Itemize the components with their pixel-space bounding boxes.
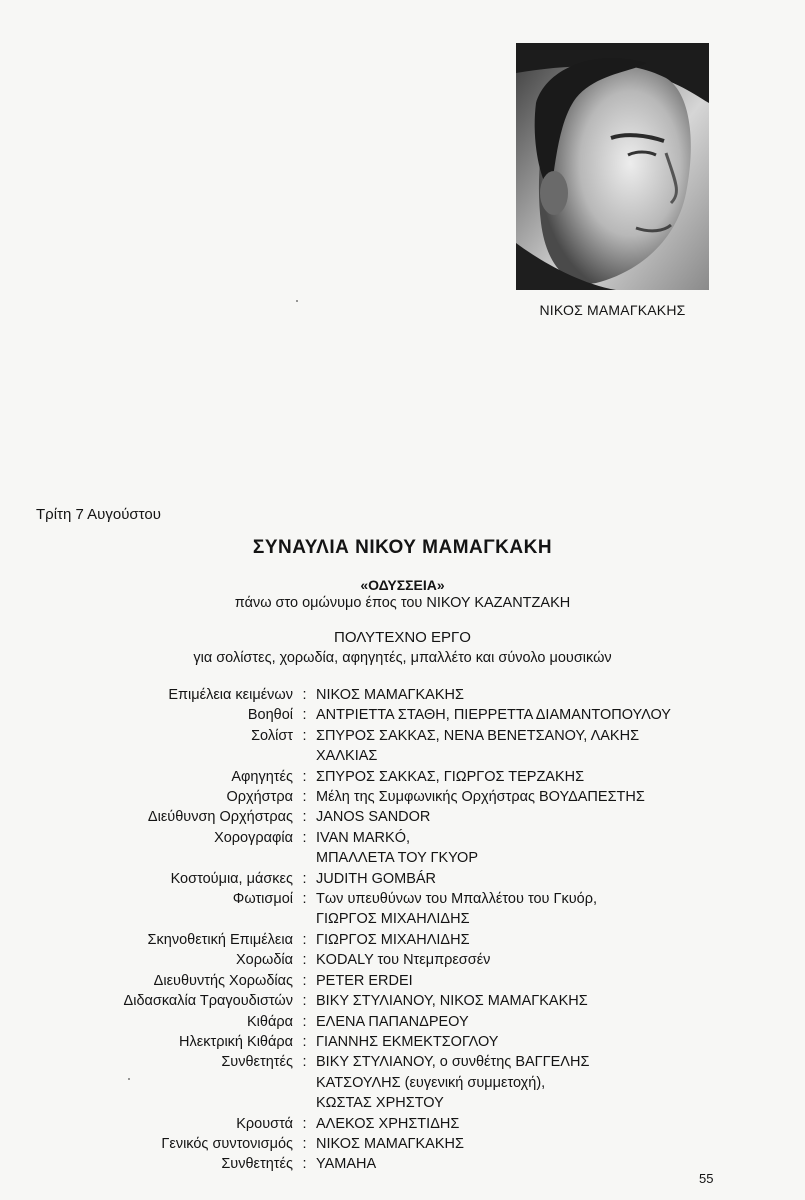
credit-colon: : (302, 1156, 307, 1173)
credit-name-line: ΚΑΤΣΟΥΛΗΣ (ευγενική συμμετοχή), (316, 1074, 546, 1091)
credit-colon: : (302, 1115, 307, 1132)
credit-colon: : (302, 707, 307, 724)
credit-row (40, 807, 760, 827)
credit-name-line: Μέλη της Συμφωνικής Ορχήστρας ΒΟΥΔΑΠΕΣΤΗΣ (316, 789, 645, 806)
credit-role: Διευθυντής Χορωδίας (153, 972, 293, 989)
credit-role: Συνθετητές (221, 1156, 293, 1173)
credit-role: Αφηγητές (231, 768, 293, 785)
credit-row (40, 828, 760, 869)
credit-name-line: KODALY του Ντεμπρεσσέν (316, 952, 491, 969)
credit-names (316, 787, 760, 807)
credit-colon: : (302, 931, 307, 948)
work-genre: ΠΟΛΥΤΕΧΝΟ ΕΡΓΟ (334, 629, 471, 646)
credit-name-line: ΜΠΑΛΛΕΤΑ ΤΟΥ ΓΚΥΟΡ (316, 850, 478, 867)
credit-name-line: IVAN MARKÓ, (316, 829, 410, 846)
credit-colon: : (302, 952, 307, 969)
credit-role: Κιθάρα (247, 1013, 293, 1030)
credit-names (316, 1012, 760, 1032)
credit-names (316, 971, 760, 991)
credit-colon: : (302, 993, 307, 1010)
credits-list (40, 685, 760, 1175)
credit-name-line: YAMAHA (316, 1156, 377, 1173)
credit-row (40, 705, 760, 725)
credit-colon: : (302, 789, 307, 806)
credit-colon: : (302, 870, 307, 887)
credit-row (40, 869, 760, 889)
credit-name-line: ΝΙΚΟΣ ΜΑΜΑΓΚΑΚΗΣ (316, 1135, 464, 1152)
credit-role: Ορχήστρα (226, 789, 293, 806)
credit-colon: : (302, 1135, 307, 1152)
credit-name-line: ΝΙΚΟΣ ΜΑΜΑΓΚΑΚΗΣ (316, 687, 464, 703)
credit-colon: : (302, 1033, 307, 1050)
credit-row (40, 767, 760, 787)
credit-names (316, 930, 760, 950)
credit-row (40, 1052, 760, 1113)
page-number: 55 (699, 1171, 714, 1186)
credit-role: Κοστούμια, μάσκες (170, 870, 293, 887)
credit-names (316, 807, 760, 827)
credit-colon: : (302, 727, 307, 744)
credit-row (40, 1012, 760, 1032)
credit-row (40, 930, 760, 950)
credit-role: Διεύθυνση Ορχήστρας (147, 809, 293, 826)
credit-colon: : (302, 829, 307, 846)
credit-row (40, 1154, 760, 1174)
credit-name-line: ΧΑΛΚΙΑΣ (316, 748, 378, 765)
credit-role: Βοηθοί (247, 707, 293, 724)
work-subtitle: πάνω στο ομώνυμο έπος του ΝΙΚΟΥ ΚΑΖΑΝΤΖΑΚΗ (234, 595, 571, 611)
credit-names (316, 1114, 760, 1134)
credit-name-line: Των υπευθύνων του Μπαλλέτου του Γκυόρ, (316, 891, 597, 908)
credit-names (316, 1154, 760, 1174)
portrait-illustration (516, 43, 709, 290)
work-title: «ΟΔΥΣΣΕΙΑ» (360, 577, 445, 593)
credit-name-line: ΓΙΑΝΝΗΣ ΕΚΜΕΚΤΣΟΓΛΟΥ (316, 1033, 499, 1050)
credit-colon: : (302, 1013, 307, 1030)
credit-row (40, 991, 760, 1011)
credit-role: Σολίστ (251, 727, 293, 744)
work-scoring: για σολίστες, χορωδία, αφηγητές, μπαλλέτο και σύνολο μουσικών (193, 650, 612, 666)
credit-names (316, 1134, 760, 1154)
credit-row (40, 1114, 760, 1134)
credit-names (316, 828, 760, 869)
credit-name-line: ΣΠΥΡΟΣ ΣΑΚΚΑΣ, ΝΕΝΑ ΒΕΝΕΤΣΑΝΟΥ, ΛΑΚΗΣ (316, 727, 640, 744)
credit-role: Χορωδία (236, 952, 293, 969)
credit-role: Χορογραφία (214, 829, 293, 846)
credit-row (40, 889, 760, 930)
credit-name-line: ΓΙΩΡΓΟΣ ΜΙΧΑΗΛΙΔΗΣ (316, 911, 470, 928)
credit-name-line: ΚΩΣΤΑΣ ΧΡΗΣΤΟΥ (316, 1095, 444, 1112)
credit-row (40, 1032, 760, 1052)
credit-names (316, 991, 760, 1011)
credit-name-line: ΒΙΚΥ ΣΤΥΛΙΑΝΟΥ, ο συνθέτης ΒΑΓΓΕΛΗΣ (316, 1054, 590, 1071)
credit-names (316, 685, 760, 705)
credit-role: Φωτισμοί (232, 891, 293, 908)
credit-row (40, 787, 760, 807)
credit-name-line: JUDITH GOMBÁR (316, 870, 437, 887)
credit-row (40, 685, 760, 705)
credit-names (316, 767, 760, 787)
credit-row (40, 971, 760, 991)
credit-colon: : (302, 768, 307, 785)
credit-names (316, 726, 760, 767)
credit-role: Κρουστά (236, 1115, 293, 1132)
credit-names (316, 869, 760, 889)
credit-name-line: PETER ERDEI (316, 972, 413, 989)
credit-role: Επιμέλεια κειμένων (168, 687, 293, 703)
concert-title: ΣΥΝΑΥΛΙΑ ΝΙΚΟΥ ΜΑΜΑΓΚΑΚΗ (252, 537, 553, 558)
credit-colon: : (302, 1054, 307, 1071)
credit-name-line: ΕΛΕΝΑ ΠΑΠΑΝΔΡΕΟΥ (316, 1013, 469, 1030)
credit-colon: : (302, 891, 307, 908)
credit-name-line: JANOS SANDOR (316, 809, 431, 826)
credit-colon: : (302, 809, 307, 826)
credit-row (40, 726, 760, 767)
credit-names (316, 1052, 760, 1113)
credit-colon: : (302, 972, 307, 989)
credit-names (316, 1032, 760, 1052)
credit-names (316, 889, 760, 930)
credit-name-line: ΑΛΕΚΟΣ ΧΡΗΣΤΙΔΗΣ (316, 1115, 460, 1132)
credit-role: Συνθετητές (221, 1054, 293, 1071)
credit-name-line: ΑΝΤΡΙΕΤΤΑ ΣΤΑΘΗ, ΠΙΕΡΡΕΤΤΑ ΔΙΑΜΑΝΤΟΠΟΥΛΟΥ (316, 707, 671, 724)
photo-caption: ΝΙΚΟΣ ΜΑΜΑΓΚΑΚΗΣ (539, 302, 686, 318)
credit-name-line: ΓΙΩΡΓΟΣ ΜΙΧΑΗΛΙΔΗΣ (316, 931, 470, 948)
credit-role: Ηλεκτρική Κιθάρα (179, 1033, 293, 1050)
speck (128, 1078, 130, 1080)
credit-role: Σκηνοθετική Επιμέλεια (147, 931, 293, 948)
credit-names (316, 950, 760, 970)
credit-row (40, 950, 760, 970)
portrait-photo (516, 43, 709, 290)
credit-name-line: ΣΠΥΡΟΣ ΣΑΚΚΑΣ, ΓΙΩΡΓΟΣ ΤΕΡΖΑΚΗΣ (316, 768, 585, 785)
speck (296, 300, 298, 302)
credit-role: Διδασκαλία Τραγουδιστών (123, 993, 293, 1010)
credit-role: Γενικός συντονισμός (161, 1135, 293, 1152)
credit-name-line: ΒΙΚΥ ΣΤΥΛΙΑΝΟΥ, ΝΙΚΟΣ ΜΑΜΑΓΚΑΚΗΣ (316, 993, 588, 1010)
event-date: Τρίτη 7 Αυγούστου (36, 506, 161, 523)
credit-names (316, 705, 760, 725)
credit-row (40, 1134, 760, 1154)
credit-colon: : (302, 687, 307, 703)
